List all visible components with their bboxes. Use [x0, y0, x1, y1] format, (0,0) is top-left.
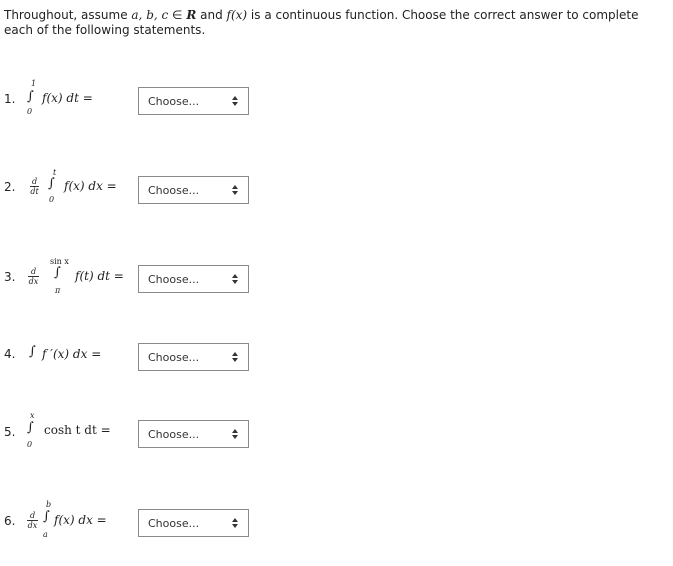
lower-limit: π: [55, 286, 61, 295]
question-2: [0, 162, 673, 222]
question-3: [0, 252, 673, 312]
instructions-reals: R: [186, 8, 197, 22]
lower-limit: 0: [49, 195, 55, 204]
derivative-operator: [30, 177, 39, 196]
question-1: [0, 72, 673, 132]
integrand: cosh t dt =: [44, 423, 111, 437]
integral-sign: ∫: [27, 420, 34, 435]
select-value: Choose...: [148, 184, 200, 197]
instructions-text-2: and: [196, 8, 227, 22]
instructions-vars: a, b, c: [131, 8, 169, 22]
upper-limit: sin x: [50, 257, 69, 266]
answer-select-1[interactable]: [138, 87, 249, 115]
integral-sign: ∫: [54, 265, 61, 280]
select-value: Choose...: [148, 428, 200, 441]
instructions-text-3: is a continuous function. Choose the correct answer to complete each of the following statements.: [4, 8, 639, 37]
answer-select-5[interactable]: [138, 420, 249, 448]
integral-sign: ∫: [29, 344, 36, 359]
question-4: [0, 330, 673, 390]
upper-limit: x: [30, 411, 35, 420]
question-5: [0, 407, 673, 467]
select-arrows-icon: [232, 274, 238, 285]
instructions-text-1: Throughout, assume: [4, 8, 132, 22]
question-number: 4.: [4, 347, 16, 361]
instructions-elem: ∈: [168, 8, 187, 22]
select-arrows-icon: [232, 352, 238, 363]
integrand: f(x) dx =: [64, 179, 117, 193]
select-arrows-icon: [232, 96, 238, 107]
lower-limit: 0: [27, 440, 33, 449]
answer-select-3[interactable]: [138, 265, 249, 293]
integral-sign: ∫: [27, 89, 34, 104]
select-value: Choose...: [148, 273, 200, 286]
question-number: 2.: [4, 180, 16, 194]
integrand: f(x) dt =: [42, 91, 93, 105]
answer-select-6[interactable]: [138, 509, 249, 537]
question-number: 1.: [4, 92, 16, 106]
question-number: 6.: [4, 514, 16, 528]
select-arrows-icon: [232, 185, 238, 196]
instructions: [4, 8, 664, 38]
derivative-operator: [27, 511, 38, 530]
select-value: Choose...: [148, 351, 200, 364]
question-6: [0, 496, 673, 556]
derivative-denominator: dx: [28, 277, 39, 286]
lower-limit: a: [43, 530, 48, 539]
derivative-numerator: d: [30, 267, 37, 276]
select-value: Choose...: [148, 517, 200, 530]
integrand: f ′(x) dx =: [42, 347, 102, 361]
integrand: f(t) dt =: [75, 269, 124, 283]
integral-sign: ∫: [48, 176, 55, 191]
integrand: f(x) dx =: [54, 513, 107, 527]
lower-limit: 0: [27, 107, 33, 116]
answer-select-4[interactable]: [138, 343, 249, 371]
question-number: 5.: [4, 425, 16, 439]
select-arrows-icon: [232, 429, 238, 440]
answer-select-2[interactable]: [138, 176, 249, 204]
derivative-numerator: d: [31, 177, 38, 186]
derivative-numerator: d: [29, 511, 36, 520]
integral-sign: ∫: [43, 509, 50, 524]
select-arrows-icon: [232, 518, 238, 529]
derivative-denominator: dt: [30, 187, 39, 196]
select-value: Choose...: [148, 95, 200, 108]
instructions-fx: f(x): [226, 8, 248, 22]
upper-limit: t: [53, 168, 57, 177]
derivative-denominator: dx: [27, 521, 38, 530]
upper-limit: 1: [31, 79, 37, 88]
derivative-operator: [28, 267, 39, 286]
question-number: 3.: [4, 270, 16, 284]
upper-limit: b: [46, 500, 52, 509]
